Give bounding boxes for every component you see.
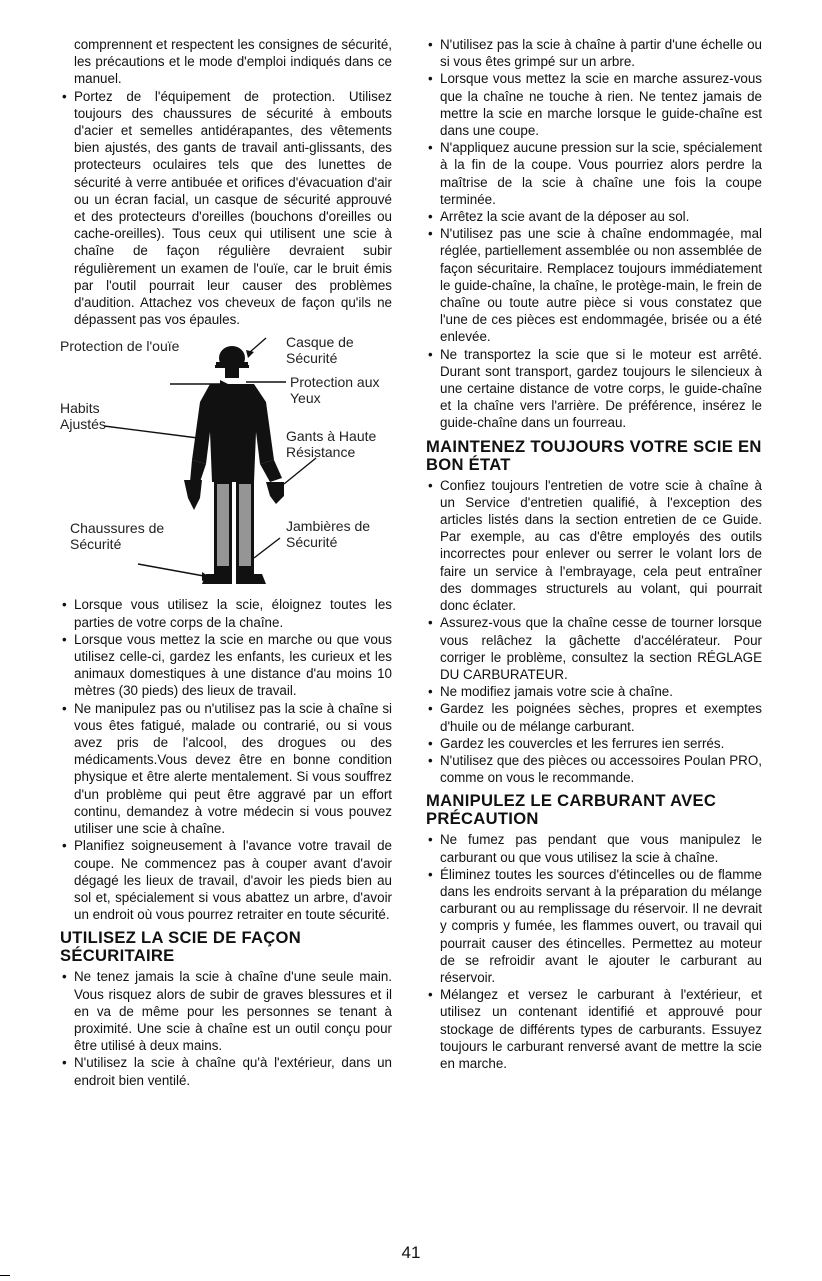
list-item: • Ne manipulez pas ou n'utilisez pas la scie à chaîne si vous êtes fatigué, malade ou contrarié, ou si vous avez pris de l'alcool, des drogues ou des médicaments.Vous devez être en bonne condition physique et être alerte mentalement. Si vous souffrez d'un problème qui peut être aggravé par un effort continu, demandez à votre médecin si vous pouvez utiliser une scie à chaîne.	[60, 700, 392, 838]
page-number: 41	[401, 1243, 421, 1262]
list-item: • Mélangez et versez le carburant à l'extérieur, et utilisez un contenant identifié et approuvé pour stockage de différents types de carburants. Essuyez toujours le carburant renversé avant de mettre la scie en marche.	[426, 986, 762, 1072]
list-item: • Lorsque vous mettez la scie en marche ou que vous utilisez celle-ci, gardez les enfants, les curieux et les animaux domestiques à une distance d'au moins 10 mètres (30 pieds) des lieux de travail.	[60, 631, 392, 700]
list-item: • Ne modifiez jamais votre scie à chaîne.	[426, 683, 762, 700]
list-item: • N'utilisez que des pièces ou accessoires Poulan PRO, comme on vous le recommande.	[426, 752, 762, 786]
list-item: • Ne transportez la scie que si le moteur est arrêté. Durant sont transport, gardez toujours le silencieux à une certaine distance de votre corps, le guide-chaîne et la chaîne vers l'arrière. De préférence, insérez le guide-chaîne dans un fourreau.	[426, 346, 762, 432]
crop-mark	[0, 1275, 10, 1276]
list-item: • N'utilisez la scie à chaîne qu'à l'extérieur, dans un endroit bien ventilé.	[60, 1054, 392, 1088]
bullet-list-general	[60, 596, 392, 923]
list-item: • N'utilisez pas la scie à chaîne à partir d'une échelle ou si vous êtes grimpé sur un arbre.	[426, 36, 762, 70]
heading-safe-use: UTILISEZ LA SCIE DE FAÇON SÉCURITAIRE	[60, 928, 302, 966]
heading-fuel: MANIPULEZ LE CARBURANT AVEC PRÉCAUTION	[426, 791, 717, 829]
list-item: • Éliminez toutes les sources d'étincelles ou de flamme dans les endroits servant à la préparation du mélange carburant ou au remplissage du réservoir. Il ne devrait y compris y fumée, les flammes ouvert, ou travail qui pourrait causer des étincelles. Permettez au moteur de se refroidir avant le ajouter le carburant au réservoir.	[426, 866, 762, 986]
bullet-list-maintenance	[426, 477, 762, 787]
list-item: • N'appliquez aucune pression sur la scie, spécialement à la fin de la coupe. Vous pourriez alors perdre la maîtrise de la scie à chaîne une fois la coupe terminée.	[426, 139, 762, 208]
protective-gear-figure	[60, 332, 392, 594]
bullet-list-protection	[60, 88, 392, 329]
label-helmet: Casque de Sécurité	[286, 334, 354, 367]
list-item: • Ne fumez pas pendant que vous manipulez le carburant ou que vous utilisez la scie à chaîne.	[426, 831, 762, 865]
label-fitted-clothes: Habits Ajustés	[60, 400, 106, 433]
right-column	[426, 36, 762, 1072]
bullet-list-operation	[426, 36, 762, 432]
label-gloves: Gants à Haute Résistance	[286, 428, 377, 461]
heading-maintenance: MAINTENEZ TOUJOURS VOTRE SCIE EN BON ÉTAT	[426, 436, 762, 474]
label-eye-protection: Protection aux Yeux	[290, 374, 380, 407]
list-item: • Assurez-vous que la chaîne cesse de tourner lorsque vous relâchez la gâchette d'accélérateur. Pour corriger le problème, consultez la section RÉGLAGE DU CARBURATEUR.	[426, 614, 762, 683]
list-item: • N'utilisez pas une scie à chaîne endommagée, mal réglée, partiellement assemblée ou non assemblée de façon sécuritaire. Remplacez toujours immédiatement le guide-chaîne, la chaîne, le protège-main, le frein de chaîne ou toute autre pièce si vous constatez que l'une de ces pièces est endommagée, brisée ou a été enlevée.	[426, 225, 762, 345]
list-item: • Arrêtez la scie avant de la déposer au sol.	[426, 208, 762, 225]
bullet-list-fuel	[426, 831, 762, 1072]
list-item: • Gardez les couvercles et les ferrures ien serrés.	[426, 735, 762, 752]
intro-paragraph: comprennent et respectent les consignes de sécurité, les précautions et le mode d'emploi indiqués dans ce manuel.	[74, 37, 392, 87]
label-leggings: Jambières de Sécurité	[286, 518, 371, 551]
list-item: • Confiez toujours l'entretien de votre scie à chaîne à un Service d'entretien qualifié, à l'exception des articles listés dans la section entretien de ce Guide. Par exemple, au cas d'être employés des outils incorrectes pour enlever ou serrer le volant lors de faire un service à l'embrayage, cela peut entraîner des dommages structurels au volant, qui pourrait donc éclater.	[426, 477, 762, 615]
bullet-list-safe-use	[60, 968, 392, 1088]
operator-silhouette-illustration	[60, 332, 392, 594]
list-item: • Lorsque vous utilisez la scie, éloignez toutes les parties de votre corps de la chaîne.	[60, 596, 392, 630]
left-column	[60, 36, 392, 1089]
label-safety-shoes: Chaussures de Sécurité	[70, 520, 165, 553]
list-item: • Planifiez soigneusement à l'avance votre travail de coupe. Ne commencez pas à couper avant d'avoir dégagé les lieux de travail, d'avoir les pieds bien au sol et, spécialement si vous abattez un arbre, d'avoir un endroit où vous pourrez retraiter en toute sécurité.	[60, 837, 392, 923]
list-item: • Lorsque vous mettez la scie en marche assurez-vous que la chaîne ne touche à rien. Ne tentez jamais de mettre la scie en marche lorsque le guide-chaîne est dans une coupe.	[426, 70, 762, 139]
list-item: • Gardez les poignées sèches, propres et exemptes d'huile ou de mélange carburant.	[426, 700, 762, 734]
label-ear-protection: Protection de l'ouïe	[60, 338, 180, 355]
list-item: • Portez de l'équipement de protection. Utilisez toujours des chaussures de sécurité à embouts d'acier et semelles antidérapantes, des vêtements bien ajustés, des gants de travail anti-glissants, des protecteurs oculaires tels que des lunettes de sécurité à verre antibuée et orifices d'évacuation d'air ou un écran facial, un casque de sécurité approuvé et des protecteurs d'oreilles (bouchons d'oreilles ou cache-oreilles). Tous ceux qui utilisent une scie à chaîne de façon régulière devraient subir régulièrement un examen de l'ouïe, car le bruit émis par l'outil pourrait leur causer des problèmes d'audition. Attachez vos cheveux de façon qu'ils ne dépassent pas vos épaules.	[60, 88, 392, 329]
list-item: • Ne tenez jamais la scie à chaîne d'une seule main. Vous risquez alors de subir de graves blessures et il en va de même pour les personnes se tenant à proximité. Une scie à chaîne est un outil conçu pour être utilisé à deux mains.	[60, 968, 392, 1054]
